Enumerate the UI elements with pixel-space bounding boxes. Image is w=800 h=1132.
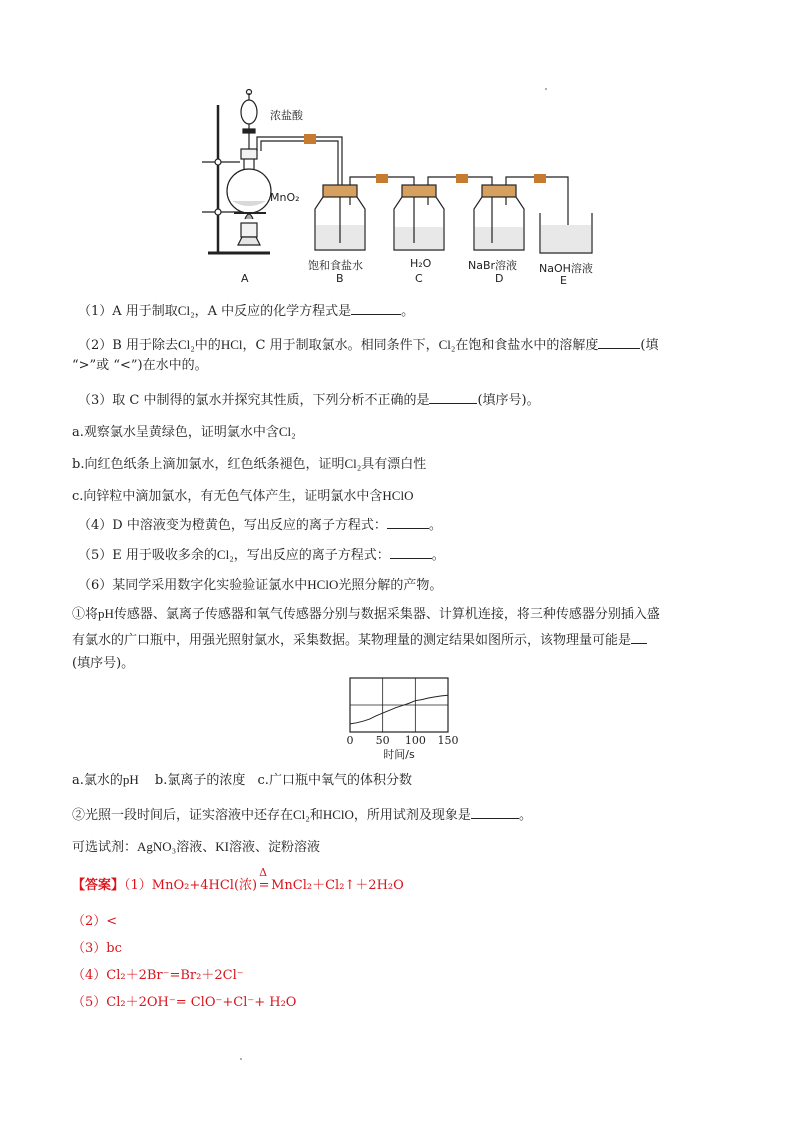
label-e-reagent: NaOH溶液 <box>539 262 593 275</box>
question-2: （2）B 用于除去Cl₂中的HCl，C 用于制取氯水。相同条件下，Cl₂在饱和食盐水中的溶解度 (填 <box>78 337 659 353</box>
label-d: D <box>495 272 504 285</box>
question-6-1-line-2: 有氯水的广口瓶中，用强光照射氯水，采集数据。某物理量的测定结果如图所示，该物理量可能是 <box>72 630 647 650</box>
label-c-reagent: H₂O <box>410 257 432 270</box>
apparatus-diagram <box>200 85 620 290</box>
question-6: （6）某同学采用数字化实验验证氯水中HClO光照分解的产物。 <box>78 577 443 593</box>
question-1: （1）A 用于制取Cl₂，A 中反应的化学方程式是 。 <box>78 303 415 319</box>
label-d-reagent: NaBr溶液 <box>468 259 518 272</box>
answer-2: （2）< <box>72 914 118 929</box>
option-a: a.观察氯水呈黄绿色，证明氯水中含Cl₂ <box>72 424 296 440</box>
chart-x-tick-label: 150 <box>437 734 459 747</box>
label-b-reagent: 饱和食盐水 <box>308 259 363 272</box>
option-c: c.向锌粒中滴加氯水，有无色气体产生，证明氯水中含HClO <box>72 488 414 504</box>
label-mno2: MnO₂ <box>270 191 300 204</box>
chart-series-line <box>350 695 448 724</box>
line-chart <box>330 670 470 760</box>
label-a: A <box>241 272 249 285</box>
chart-x-axis-label: 时间/s <box>383 748 415 760</box>
label-b: B <box>336 272 344 285</box>
question-3: （3）取 C 中制得的氯水并探究其性质，下列分析不正确的是 (填序号)。 <box>78 390 540 410</box>
label-e: E <box>560 274 567 287</box>
optional-reagents: 可选试剂：AgNO₃溶液、KI溶液、淀粉溶液 <box>72 839 320 855</box>
answer-4: （4）Cl₂＋2Br⁻=Br₂＋2Cl⁻ <box>72 968 244 983</box>
question-6-1-line-1: ①将pH传感器、氯离子传感器和氧气传感器分别与数据采集器、计算机连接，将三种传感器分别插入盛 <box>72 606 660 622</box>
answer-3: （3）bc <box>72 941 122 956</box>
answer-1: 【答案】（1）MnO₂+4HCl(浓) Δ = MnCl₂＋Cl₂↑＋2H₂O <box>72 866 404 893</box>
chart-x-tick-label: 0 <box>346 734 354 747</box>
option-b: b.向红色纸条上滴加氯水，红色纸条褪色，证明Cl₂具有漂白性 <box>72 456 427 472</box>
question-6-2: ②光照一段时间后，证实溶液中还存在Cl₂和HClO，所用试剂及现象是 。 <box>72 807 532 823</box>
question-2-line-2: “>”或 “<”)在水中的。 <box>72 358 208 373</box>
chart-svg <box>330 670 470 760</box>
answer-5: （5）Cl₂＋2OH⁻= ClO⁻+Cl⁻+ H₂O <box>72 995 297 1010</box>
question-4: （4）D 中溶液变为橙黄色，写出反应的离子方程式： 。 <box>78 515 442 535</box>
label-c: C <box>415 272 423 285</box>
question-5: （5）E 用于吸收多余的Cl₂，写出反应的离子方程式： 。 <box>78 547 445 563</box>
chart-x-tick-label: 50 <box>375 734 390 747</box>
label-hcl: 浓盐酸 <box>270 109 303 122</box>
chart-x-tick-label: 100 <box>404 734 426 747</box>
page-dot-mark-bottom <box>240 1058 242 1060</box>
question-6-1-line-3: (填序号)。 <box>72 656 135 671</box>
question-6-options: a.氯水的pH b.氯离子的浓度 c.广口瓶中氧气的体积分数 <box>72 772 412 788</box>
page-dot-mark <box>545 88 547 90</box>
